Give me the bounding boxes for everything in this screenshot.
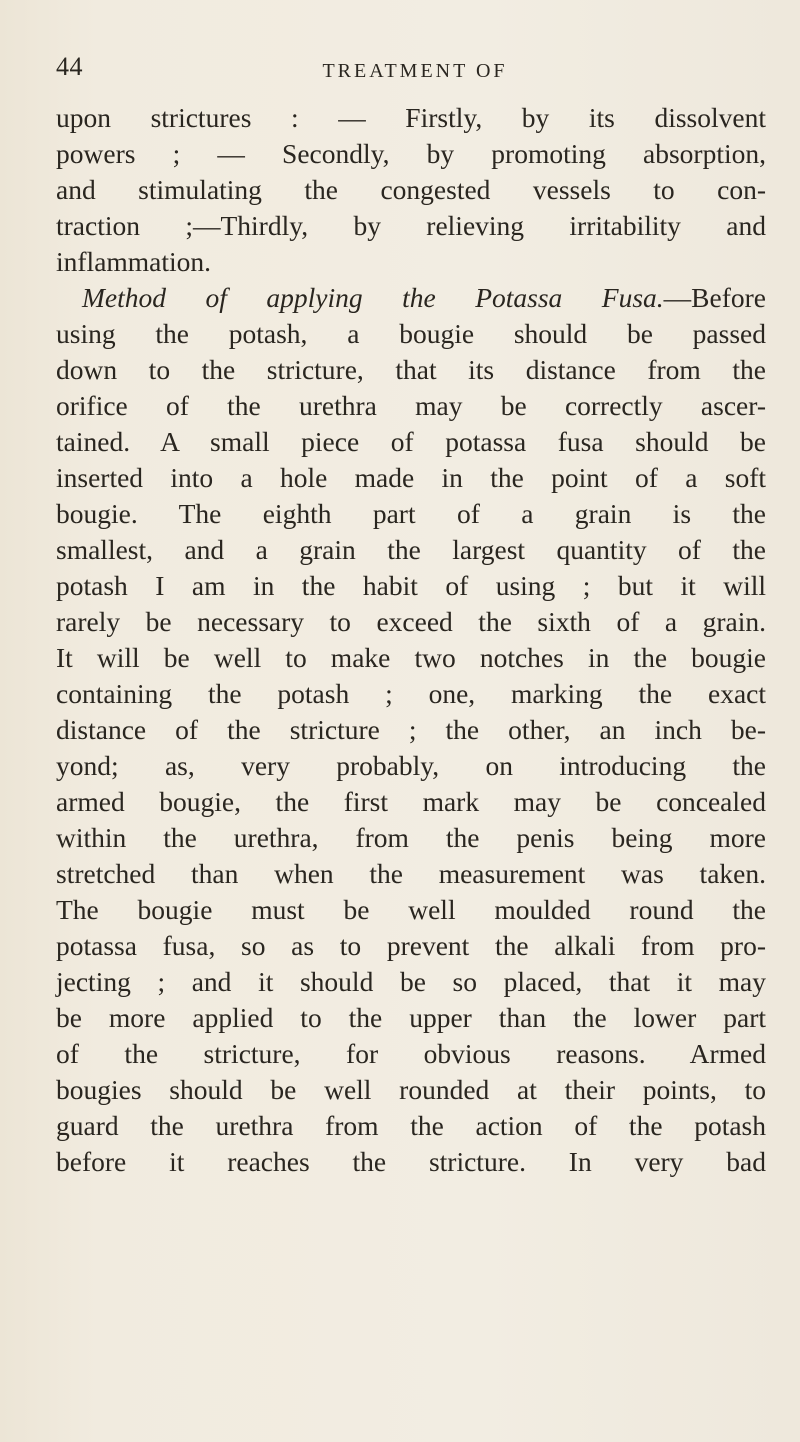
page-number: 44 bbox=[56, 52, 83, 81]
text-line: potash I am in the habit of using ; but it will bbox=[56, 570, 766, 601]
text-line: The bougie must be well moulded round the bbox=[56, 894, 766, 925]
section-title: Method of applying the Potassa Fusa. bbox=[82, 282, 664, 313]
text-line: within the urethra, from the penis being more bbox=[56, 822, 766, 853]
text-line: and stimulating the congested vessels to con- bbox=[56, 174, 766, 205]
text-line: rarely be necessary to exceed the sixth of a grain. bbox=[56, 606, 766, 637]
text-line: containing the potash ; one, marking the exact bbox=[56, 678, 766, 709]
text-line: inserted into a hole made in the point of a soft bbox=[56, 462, 766, 493]
text-line: potassa fusa, so as to prevent the alkali from pro- bbox=[56, 930, 766, 961]
text-line: tained. A small piece of potassa fusa should be bbox=[56, 426, 766, 457]
text-line: of the stricture, for obvious reasons. Armed bbox=[56, 1038, 766, 1069]
text-line: be more applied to the upper than the lower part bbox=[56, 1002, 766, 1033]
text-line: upon strictures : — Firstly, by its dissolvent bbox=[56, 102, 766, 133]
section-heading-line bbox=[56, 280, 766, 316]
text-line: It will be well to make two notches in the bougie bbox=[56, 642, 766, 673]
text-line: armed bougie, the first mark may be concealed bbox=[56, 786, 766, 817]
running-head: TREATMENT OF bbox=[322, 60, 508, 82]
text-line: distance of the stricture ; the other, an inch be- bbox=[56, 714, 766, 745]
text-line: before it reaches the stricture. In very bad bbox=[56, 1146, 766, 1177]
text-line: traction ;—Thirdly, by relieving irritability and bbox=[56, 210, 766, 241]
text-line: powers ; — Secondly, by promoting absorption, bbox=[56, 138, 766, 169]
text-line: down to the stricture, that its distance from the bbox=[56, 354, 766, 385]
text-line: bougie. The eighth part of a grain is the bbox=[56, 498, 766, 529]
text-line: inflammation. bbox=[56, 246, 212, 277]
text-line: orifice of the urethra may be correctly ascer- bbox=[56, 390, 766, 421]
text-line: yond; as, very probably, on introducing the bbox=[56, 750, 766, 781]
text-line: using the potash, a bougie should be passed bbox=[56, 318, 766, 349]
text-line: bougies should be well rounded at their points, to bbox=[56, 1074, 766, 1105]
body-text bbox=[56, 100, 766, 1180]
section-heading-rest: —Before bbox=[663, 282, 766, 313]
text-line: guard the urethra from the action of the potash bbox=[56, 1110, 766, 1141]
text-line: stretched than when the measurement was taken. bbox=[56, 858, 766, 889]
text-line: jecting ; and it should be so placed, that it may bbox=[56, 966, 766, 997]
text-line: smallest, and a grain the largest quantity of the bbox=[56, 534, 766, 565]
